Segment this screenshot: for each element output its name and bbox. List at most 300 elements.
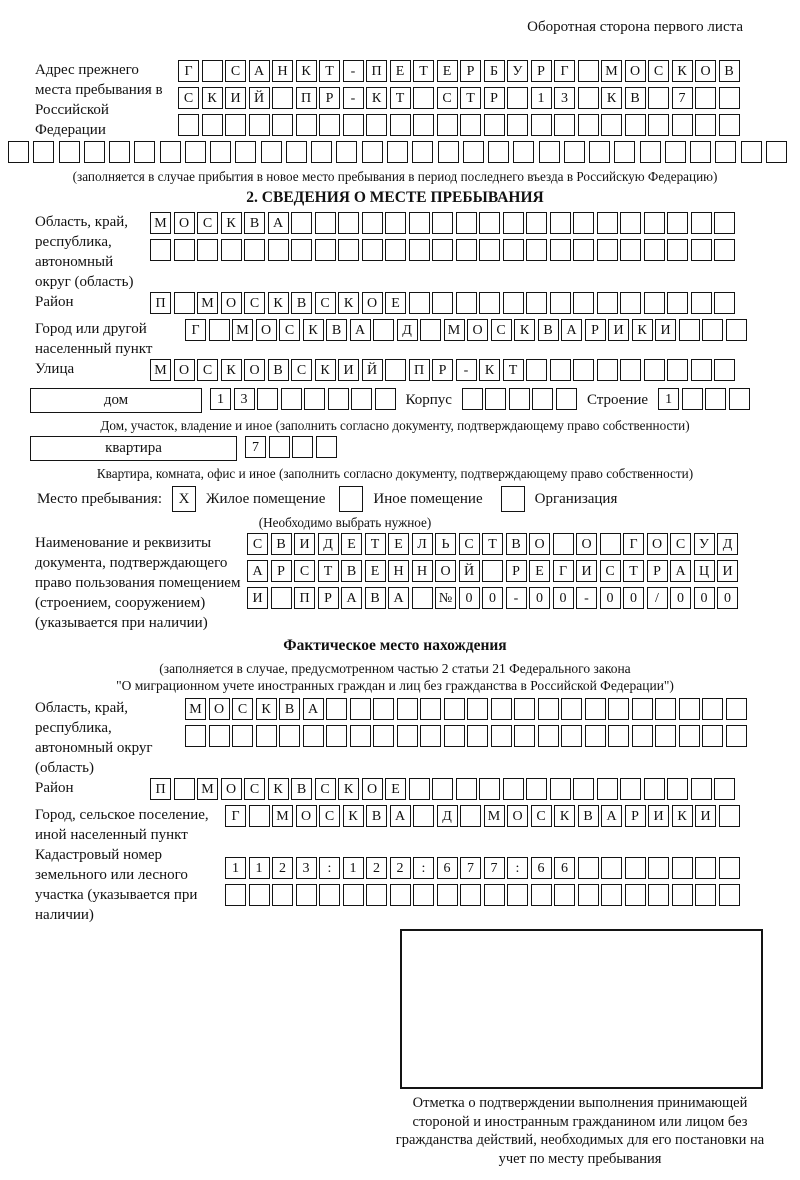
char-cell[interactable] — [210, 141, 231, 163]
char-cell[interactable]: И — [247, 587, 268, 609]
char-cell[interactable]: Е — [529, 560, 550, 582]
char-cell[interactable]: 0 — [482, 587, 503, 609]
char-cell[interactable]: Д — [437, 805, 458, 827]
checkbox-residential[interactable]: X — [172, 486, 196, 512]
char-cell[interactable] — [601, 114, 622, 136]
char-cell[interactable] — [319, 114, 340, 136]
char-cell[interactable]: О — [221, 778, 242, 800]
char-cell[interactable]: / — [647, 587, 668, 609]
char-cell[interactable]: К — [338, 292, 359, 314]
char-cell[interactable]: М — [150, 359, 171, 381]
char-cell[interactable]: Д — [717, 533, 738, 555]
char-cell[interactable] — [485, 388, 506, 410]
char-cell[interactable]: О — [467, 319, 488, 341]
char-cell[interactable]: В — [719, 60, 740, 82]
char-cell[interactable] — [644, 239, 665, 261]
char-cell[interactable] — [503, 212, 524, 234]
char-cell[interactable]: Е — [385, 778, 406, 800]
char-cell[interactable]: Р — [585, 319, 606, 341]
char-cell[interactable] — [484, 114, 505, 136]
char-cell[interactable]: А — [341, 587, 362, 609]
char-cell[interactable]: Д — [397, 319, 418, 341]
char-cell[interactable]: 0 — [694, 587, 715, 609]
char-cell[interactable]: Р — [318, 587, 339, 609]
char-cell[interactable] — [667, 239, 688, 261]
char-cell[interactable] — [726, 725, 747, 747]
char-cell[interactable]: О — [296, 805, 317, 827]
char-cell[interactable] — [463, 141, 484, 163]
char-cell[interactable] — [385, 212, 406, 234]
char-cell[interactable] — [491, 698, 512, 720]
char-cell[interactable]: К — [514, 319, 535, 341]
char-cell[interactable] — [456, 239, 477, 261]
char-cell[interactable] — [690, 141, 711, 163]
char-cell[interactable]: 0 — [459, 587, 480, 609]
char-cell[interactable] — [714, 778, 735, 800]
char-cell[interactable] — [589, 141, 610, 163]
char-cell[interactable] — [409, 239, 430, 261]
char-cell[interactable]: В — [279, 698, 300, 720]
char-cell[interactable] — [286, 141, 307, 163]
char-cell[interactable]: Е — [388, 533, 409, 555]
char-cell[interactable]: О — [362, 778, 383, 800]
char-cell[interactable]: : — [507, 857, 528, 879]
char-cell[interactable]: Г — [553, 560, 574, 582]
char-cell[interactable] — [614, 141, 635, 163]
char-cell[interactable]: В — [326, 319, 347, 341]
char-cell[interactable] — [597, 359, 618, 381]
char-cell[interactable]: - — [576, 587, 597, 609]
char-cell[interactable] — [256, 725, 277, 747]
char-cell[interactable]: И — [338, 359, 359, 381]
char-cell[interactable]: К — [601, 87, 622, 109]
char-cell[interactable]: О — [362, 292, 383, 314]
char-cell[interactable] — [531, 884, 552, 906]
char-cell[interactable]: 1 — [225, 857, 246, 879]
char-cell[interactable] — [608, 725, 629, 747]
char-cell[interactable] — [539, 141, 560, 163]
char-cell[interactable] — [714, 292, 735, 314]
char-cell[interactable]: 3 — [554, 87, 575, 109]
char-cell[interactable]: Й — [362, 359, 383, 381]
char-cell[interactable] — [719, 87, 740, 109]
char-cell[interactable] — [695, 857, 716, 879]
char-cell[interactable] — [462, 388, 483, 410]
char-cell[interactable]: В — [366, 805, 387, 827]
char-cell[interactable] — [257, 388, 278, 410]
char-cell[interactable]: У — [694, 533, 715, 555]
char-cell[interactable] — [385, 359, 406, 381]
char-cell[interactable] — [632, 725, 653, 747]
char-cell[interactable] — [667, 778, 688, 800]
char-cell[interactable] — [640, 141, 661, 163]
char-cell[interactable]: Г — [178, 60, 199, 82]
char-cell[interactable]: С — [244, 292, 265, 314]
char-cell[interactable]: И — [717, 560, 738, 582]
char-cell[interactable]: 1 — [210, 388, 231, 410]
char-cell[interactable] — [482, 560, 503, 582]
char-cell[interactable] — [460, 114, 481, 136]
char-cell[interactable] — [561, 725, 582, 747]
char-cell[interactable] — [488, 141, 509, 163]
char-cell[interactable] — [281, 388, 302, 410]
char-cell[interactable]: С — [247, 533, 268, 555]
char-cell[interactable]: С — [244, 778, 265, 800]
char-cell[interactable]: С — [279, 319, 300, 341]
char-cell[interactable]: К — [632, 319, 653, 341]
char-cell[interactable]: К — [256, 698, 277, 720]
char-cell[interactable]: Т — [390, 87, 411, 109]
char-cell[interactable]: С — [437, 87, 458, 109]
char-cell[interactable]: М — [150, 212, 171, 234]
char-cell[interactable] — [316, 436, 337, 458]
char-cell[interactable] — [691, 212, 712, 234]
char-cell[interactable] — [84, 141, 105, 163]
char-cell[interactable] — [719, 805, 740, 827]
char-cell[interactable]: И — [695, 805, 716, 827]
char-cell[interactable]: К — [221, 212, 242, 234]
char-cell[interactable] — [292, 436, 313, 458]
char-cell[interactable] — [672, 114, 693, 136]
char-cell[interactable] — [235, 141, 256, 163]
char-cell[interactable]: Е — [385, 292, 406, 314]
char-cell[interactable]: О — [174, 359, 195, 381]
char-cell[interactable] — [272, 87, 293, 109]
checkbox-other-premises[interactable] — [339, 486, 363, 512]
char-cell[interactable]: И — [655, 319, 676, 341]
char-cell[interactable] — [174, 778, 195, 800]
char-cell[interactable] — [350, 725, 371, 747]
char-cell[interactable] — [550, 778, 571, 800]
char-cell[interactable] — [691, 778, 712, 800]
char-cell[interactable]: 3 — [234, 388, 255, 410]
char-cell[interactable]: Р — [647, 560, 668, 582]
char-cell[interactable] — [648, 857, 669, 879]
checkbox-organization[interactable] — [501, 486, 525, 512]
char-cell[interactable] — [531, 114, 552, 136]
char-cell[interactable]: Б — [484, 60, 505, 82]
char-cell[interactable] — [550, 239, 571, 261]
char-cell[interactable] — [672, 857, 693, 879]
char-cell[interactable]: А — [601, 805, 622, 827]
char-cell[interactable] — [269, 436, 290, 458]
char-cell[interactable]: А — [350, 319, 371, 341]
char-cell[interactable] — [667, 212, 688, 234]
char-cell[interactable]: М — [601, 60, 622, 82]
char-cell[interactable]: Н — [272, 60, 293, 82]
char-cell[interactable]: Т — [365, 533, 386, 555]
char-cell[interactable]: О — [695, 60, 716, 82]
char-cell[interactable] — [291, 212, 312, 234]
char-cell[interactable] — [691, 239, 712, 261]
char-cell[interactable] — [209, 725, 230, 747]
char-cell[interactable]: Р — [319, 87, 340, 109]
char-cell[interactable] — [484, 884, 505, 906]
char-cell[interactable] — [244, 239, 265, 261]
char-cell[interactable] — [304, 388, 325, 410]
char-cell[interactable] — [507, 884, 528, 906]
char-cell[interactable] — [597, 778, 618, 800]
char-cell[interactable]: Н — [388, 560, 409, 582]
char-cell[interactable] — [33, 141, 54, 163]
char-cell[interactable] — [554, 114, 575, 136]
char-cell[interactable] — [249, 884, 270, 906]
char-cell[interactable] — [573, 292, 594, 314]
char-cell[interactable] — [620, 292, 641, 314]
char-cell[interactable]: О — [507, 805, 528, 827]
char-cell[interactable]: Р — [531, 60, 552, 82]
char-cell[interactable]: Е — [437, 60, 458, 82]
char-cell[interactable] — [538, 725, 559, 747]
char-cell[interactable] — [375, 388, 396, 410]
char-cell[interactable] — [578, 60, 599, 82]
char-cell[interactable]: Е — [365, 560, 386, 582]
char-cell[interactable] — [491, 725, 512, 747]
char-cell[interactable]: К — [343, 805, 364, 827]
char-cell[interactable] — [655, 698, 676, 720]
char-cell[interactable]: П — [366, 60, 387, 82]
char-cell[interactable]: 0 — [623, 587, 644, 609]
char-cell[interactable] — [178, 114, 199, 136]
char-cell[interactable] — [296, 884, 317, 906]
char-cell[interactable] — [620, 212, 641, 234]
char-cell[interactable] — [387, 141, 408, 163]
char-cell[interactable]: В — [538, 319, 559, 341]
char-cell[interactable] — [437, 114, 458, 136]
char-cell[interactable] — [150, 239, 171, 261]
char-cell[interactable] — [271, 587, 292, 609]
char-cell[interactable] — [225, 884, 246, 906]
char-cell[interactable]: П — [150, 778, 171, 800]
char-cell[interactable]: Й — [249, 87, 270, 109]
char-cell[interactable]: К — [268, 778, 289, 800]
char-cell[interactable]: С — [197, 359, 218, 381]
char-cell[interactable] — [311, 141, 332, 163]
char-cell[interactable]: К — [268, 292, 289, 314]
char-cell[interactable] — [303, 725, 324, 747]
char-cell[interactable]: А — [247, 560, 268, 582]
char-cell[interactable] — [695, 87, 716, 109]
char-cell[interactable]: М — [185, 698, 206, 720]
char-cell[interactable] — [479, 292, 500, 314]
char-cell[interactable]: К — [672, 60, 693, 82]
char-cell[interactable] — [695, 884, 716, 906]
char-cell[interactable] — [409, 778, 430, 800]
char-cell[interactable]: Т — [460, 87, 481, 109]
char-cell[interactable] — [397, 698, 418, 720]
char-cell[interactable]: С — [648, 60, 669, 82]
char-cell[interactable] — [319, 884, 340, 906]
char-cell[interactable] — [538, 698, 559, 720]
char-cell[interactable] — [597, 212, 618, 234]
char-cell[interactable]: С — [315, 292, 336, 314]
char-cell[interactable] — [390, 114, 411, 136]
char-cell[interactable] — [232, 725, 253, 747]
char-cell[interactable] — [366, 884, 387, 906]
char-cell[interactable]: Г — [185, 319, 206, 341]
char-cell[interactable] — [597, 239, 618, 261]
char-cell[interactable]: С — [197, 212, 218, 234]
char-cell[interactable] — [261, 141, 282, 163]
char-cell[interactable] — [272, 884, 293, 906]
char-cell[interactable] — [601, 857, 622, 879]
char-cell[interactable]: - — [343, 60, 364, 82]
char-cell[interactable]: К — [554, 805, 575, 827]
char-cell[interactable]: О — [221, 292, 242, 314]
char-cell[interactable] — [185, 725, 206, 747]
char-cell[interactable] — [578, 114, 599, 136]
char-cell[interactable] — [291, 239, 312, 261]
char-cell[interactable]: Е — [341, 533, 362, 555]
char-cell[interactable] — [221, 239, 242, 261]
char-cell[interactable] — [467, 698, 488, 720]
char-cell[interactable] — [225, 114, 246, 136]
char-cell[interactable] — [532, 388, 553, 410]
char-cell[interactable] — [679, 319, 700, 341]
char-cell[interactable]: К — [296, 60, 317, 82]
char-cell[interactable]: О — [529, 533, 550, 555]
char-cell[interactable] — [413, 884, 434, 906]
char-cell[interactable] — [202, 60, 223, 82]
char-cell[interactable] — [550, 292, 571, 314]
char-cell[interactable] — [479, 212, 500, 234]
char-cell[interactable]: С — [491, 319, 512, 341]
char-cell[interactable]: С — [291, 359, 312, 381]
char-cell[interactable] — [514, 725, 535, 747]
char-cell[interactable] — [336, 141, 357, 163]
char-cell[interactable]: В — [506, 533, 527, 555]
char-cell[interactable] — [467, 725, 488, 747]
char-cell[interactable]: К — [366, 87, 387, 109]
char-cell[interactable] — [438, 141, 459, 163]
char-cell[interactable]: Й — [459, 560, 480, 582]
char-cell[interactable] — [719, 884, 740, 906]
char-cell[interactable] — [655, 725, 676, 747]
char-cell[interactable] — [514, 698, 535, 720]
char-cell[interactable] — [526, 359, 547, 381]
char-cell[interactable]: К — [221, 359, 242, 381]
char-cell[interactable]: М — [272, 805, 293, 827]
char-cell[interactable]: И — [294, 533, 315, 555]
char-cell[interactable]: Г — [225, 805, 246, 827]
char-cell[interactable] — [390, 884, 411, 906]
char-cell[interactable]: К — [303, 319, 324, 341]
char-cell[interactable] — [460, 884, 481, 906]
char-cell[interactable]: 7 — [245, 436, 266, 458]
char-cell[interactable]: К — [202, 87, 223, 109]
char-cell[interactable]: О — [647, 533, 668, 555]
char-cell[interactable] — [362, 212, 383, 234]
char-cell[interactable] — [413, 87, 434, 109]
char-cell[interactable]: О — [174, 212, 195, 234]
char-cell[interactable]: А — [390, 805, 411, 827]
char-cell[interactable]: М — [232, 319, 253, 341]
char-cell[interactable] — [432, 292, 453, 314]
char-cell[interactable] — [556, 388, 577, 410]
char-cell[interactable] — [702, 698, 723, 720]
char-cell[interactable] — [249, 114, 270, 136]
char-cell[interactable] — [719, 857, 740, 879]
char-cell[interactable]: 1 — [531, 87, 552, 109]
char-cell[interactable] — [268, 239, 289, 261]
char-cell[interactable] — [413, 114, 434, 136]
char-cell[interactable] — [672, 884, 693, 906]
char-cell[interactable]: К — [338, 778, 359, 800]
char-cell[interactable] — [507, 87, 528, 109]
char-cell[interactable]: С — [670, 533, 691, 555]
char-cell[interactable] — [726, 319, 747, 341]
char-cell[interactable] — [343, 884, 364, 906]
char-cell[interactable] — [585, 698, 606, 720]
char-cell[interactable]: 6 — [531, 857, 552, 879]
char-cell[interactable]: 2 — [390, 857, 411, 879]
char-cell[interactable]: - — [456, 359, 477, 381]
char-cell[interactable] — [412, 141, 433, 163]
char-cell[interactable]: П — [294, 587, 315, 609]
char-cell[interactable] — [197, 239, 218, 261]
char-cell[interactable] — [351, 388, 372, 410]
char-cell[interactable] — [741, 141, 762, 163]
char-cell[interactable]: А — [303, 698, 324, 720]
char-cell[interactable]: : — [413, 857, 434, 879]
char-cell[interactable]: У — [507, 60, 528, 82]
char-cell[interactable] — [174, 239, 195, 261]
char-cell[interactable]: 0 — [670, 587, 691, 609]
char-cell[interactable] — [550, 212, 571, 234]
char-cell[interactable]: 1 — [343, 857, 364, 879]
char-cell[interactable]: Л — [412, 533, 433, 555]
char-cell[interactable]: С — [319, 805, 340, 827]
char-cell[interactable]: И — [225, 87, 246, 109]
char-cell[interactable] — [373, 698, 394, 720]
char-cell[interactable]: 2 — [366, 857, 387, 879]
char-cell[interactable]: С — [600, 560, 621, 582]
char-cell[interactable]: 7 — [484, 857, 505, 879]
char-cell[interactable] — [554, 884, 575, 906]
char-cell[interactable] — [338, 239, 359, 261]
char-cell[interactable] — [679, 698, 700, 720]
char-cell[interactable] — [209, 319, 230, 341]
char-cell[interactable] — [667, 292, 688, 314]
char-cell[interactable] — [409, 292, 430, 314]
char-cell[interactable] — [648, 87, 669, 109]
char-cell[interactable] — [526, 292, 547, 314]
char-cell[interactable] — [479, 239, 500, 261]
char-cell[interactable] — [59, 141, 80, 163]
char-cell[interactable] — [249, 805, 270, 827]
char-cell[interactable] — [620, 778, 641, 800]
char-cell[interactable]: Е — [390, 60, 411, 82]
char-cell[interactable] — [160, 141, 181, 163]
char-cell[interactable] — [600, 533, 621, 555]
char-cell[interactable] — [420, 698, 441, 720]
char-cell[interactable] — [503, 292, 524, 314]
char-cell[interactable]: Г — [623, 533, 644, 555]
char-cell[interactable]: Р — [625, 805, 646, 827]
char-cell[interactable]: С — [232, 698, 253, 720]
char-cell[interactable] — [272, 114, 293, 136]
char-cell[interactable]: О — [244, 359, 265, 381]
char-cell[interactable]: В — [341, 560, 362, 582]
char-cell[interactable] — [601, 884, 622, 906]
char-cell[interactable]: В — [625, 87, 646, 109]
char-cell[interactable] — [444, 698, 465, 720]
char-cell[interactable] — [8, 141, 29, 163]
char-cell[interactable] — [413, 805, 434, 827]
char-cell[interactable]: С — [315, 778, 336, 800]
char-cell[interactable]: М — [484, 805, 505, 827]
char-cell[interactable] — [714, 212, 735, 234]
